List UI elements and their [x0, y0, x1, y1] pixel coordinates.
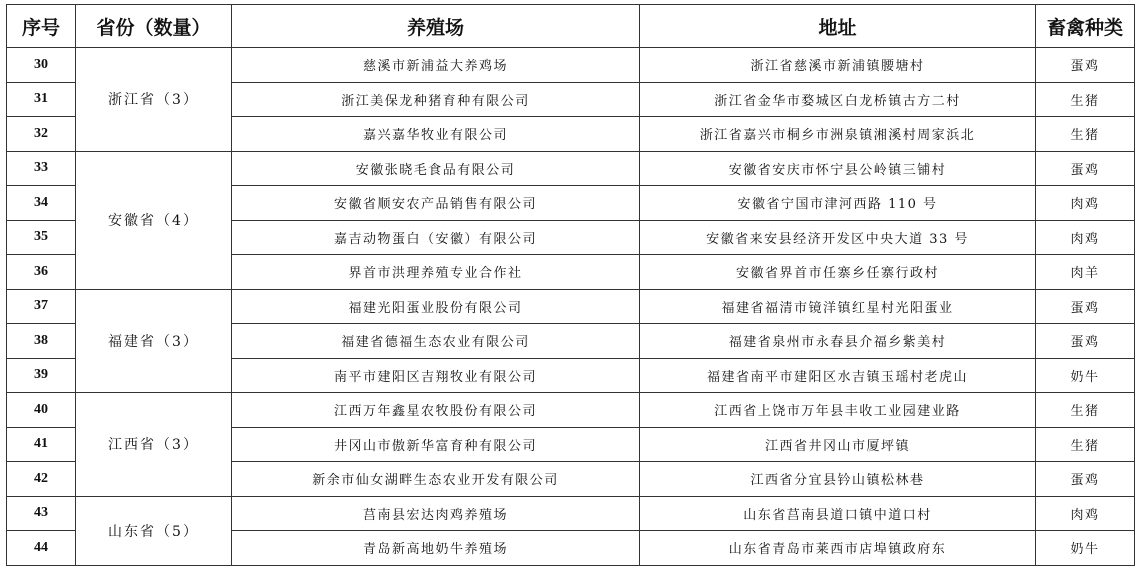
address-cell: 安徽省安庆市怀宁县公岭镇三铺村: [640, 151, 1036, 186]
farm-name-cell: 新余市仙女湖畔生态农业开发有限公司: [232, 462, 640, 497]
row-number: 35: [7, 220, 76, 255]
species-cell: 肉羊: [1036, 255, 1135, 290]
header-species: 畜禽种类: [1036, 5, 1135, 48]
address-cell: 浙江省慈溪市新浦镇腰塘村: [640, 48, 1036, 83]
row-number: 38: [7, 324, 76, 359]
province-cell: 安徽省（4）: [76, 151, 232, 289]
table-row: [7, 289, 1135, 324]
table-row: [7, 393, 1135, 428]
species-cell: 肉鸡: [1036, 220, 1135, 255]
row-number: 39: [7, 358, 76, 393]
header-row: [7, 5, 1135, 48]
species-cell: 奶牛: [1036, 531, 1135, 566]
address-cell: 福建省南平市建阳区水吉镇玉瑶村老虎山: [640, 358, 1036, 393]
species-cell: 肉鸡: [1036, 186, 1135, 221]
species-cell: 蛋鸡: [1036, 324, 1135, 359]
farm-name-cell: 嘉兴嘉华牧业有限公司: [232, 117, 640, 152]
address-cell: 浙江省金华市婺城区白龙桥镇古方二村: [640, 82, 1036, 117]
species-cell: 肉鸡: [1036, 496, 1135, 531]
header-province: 省份（数量）: [76, 5, 232, 48]
row-number: 42: [7, 462, 76, 497]
province-cell: 山东省（5）: [76, 496, 232, 565]
farm-name-cell: 青岛新高地奶牛养殖场: [232, 531, 640, 566]
address-cell: 安徽省界首市任寨乡任寨行政村: [640, 255, 1036, 290]
row-number: 40: [7, 393, 76, 428]
address-cell: 福建省福清市镜洋镇红星村光阳蛋业: [640, 289, 1036, 324]
province-cell: 福建省（3）: [76, 289, 232, 393]
table-row: [7, 151, 1135, 186]
row-number: 43: [7, 496, 76, 531]
row-number: 44: [7, 531, 76, 566]
farm-table: [6, 4, 1135, 566]
address-cell: 安徽省来安县经济开发区中央大道 33 号: [640, 220, 1036, 255]
species-cell: 生猪: [1036, 82, 1135, 117]
farm-name-cell: 福建光阳蛋业股份有限公司: [232, 289, 640, 324]
row-number: 31: [7, 82, 76, 117]
province-cell: 浙江省（3）: [76, 48, 232, 152]
address-cell: 江西省分宜县钤山镇松林巷: [640, 462, 1036, 497]
row-number: 41: [7, 427, 76, 462]
header-address: 地址: [640, 5, 1036, 48]
row-number: 30: [7, 48, 76, 83]
address-cell: 安徽省宁国市津河西路 110 号: [640, 186, 1036, 221]
farm-name-cell: 慈溪市新浦益大养鸡场: [232, 48, 640, 83]
species-cell: 生猪: [1036, 393, 1135, 428]
table-row: [7, 48, 1135, 83]
row-number: 37: [7, 289, 76, 324]
row-number: 33: [7, 151, 76, 186]
address-cell: 山东省莒南县道口镇中道口村: [640, 496, 1036, 531]
species-cell: 蛋鸡: [1036, 151, 1135, 186]
table-body: [7, 48, 1135, 566]
row-number: 34: [7, 186, 76, 221]
farm-name-cell: 南平市建阳区吉翔牧业有限公司: [232, 358, 640, 393]
header-no: 序号: [7, 5, 76, 48]
species-cell: 奶牛: [1036, 358, 1135, 393]
species-cell: 蛋鸡: [1036, 48, 1135, 83]
address-cell: 江西省井冈山市厦坪镇: [640, 427, 1036, 462]
farm-name-cell: 安徽张晓毛食品有限公司: [232, 151, 640, 186]
farm-name-cell: 井冈山市傲新华富育种有限公司: [232, 427, 640, 462]
species-cell: 生猪: [1036, 427, 1135, 462]
species-cell: 生猪: [1036, 117, 1135, 152]
address-cell: 江西省上饶市万年县丰收工业园建业路: [640, 393, 1036, 428]
row-number: 36: [7, 255, 76, 290]
farm-name-cell: 界首市洪理养殖专业合作社: [232, 255, 640, 290]
farm-name-cell: 安徽省顺安农产品销售有限公司: [232, 186, 640, 221]
table-row: [7, 496, 1135, 531]
farm-name-cell: 嘉吉动物蛋白（安徽）有限公司: [232, 220, 640, 255]
farm-name-cell: 莒南县宏达肉鸡养殖场: [232, 496, 640, 531]
farm-name-cell: 浙江美保龙种猪育种有限公司: [232, 82, 640, 117]
address-cell: 福建省泉州市永春县介福乡紫美村: [640, 324, 1036, 359]
species-cell: 蛋鸡: [1036, 462, 1135, 497]
header-farm: 养殖场: [232, 5, 640, 48]
province-cell: 江西省（3）: [76, 393, 232, 497]
address-cell: 山东省青岛市莱西市店埠镇政府东: [640, 531, 1036, 566]
row-number: 32: [7, 117, 76, 152]
species-cell: 蛋鸡: [1036, 289, 1135, 324]
farm-name-cell: 福建省德福生态农业有限公司: [232, 324, 640, 359]
farm-name-cell: 江西万年鑫星农牧股份有限公司: [232, 393, 640, 428]
address-cell: 浙江省嘉兴市桐乡市洲泉镇湘溪村周家浜北: [640, 117, 1036, 152]
